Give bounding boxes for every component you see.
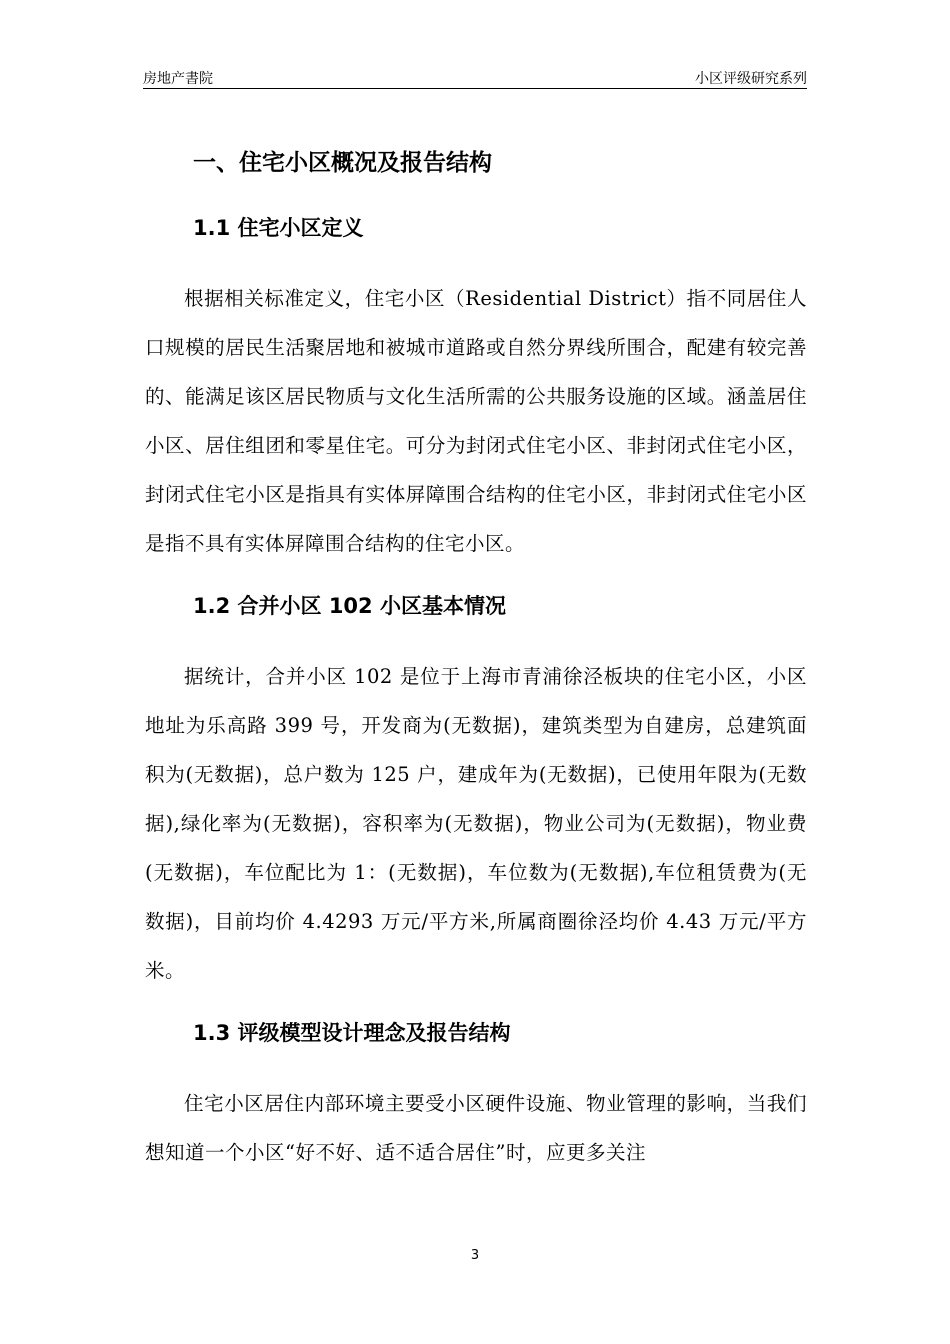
page-header: [143, 66, 807, 89]
paragraph-definition: 根据相关标准定义，住宅小区（Residential District）指不同居住人口规模的居民生活聚居地和被城市道路或自然分界线所围合，配建有较完善的、能满足该区居民物质与文化生活所需的公共服务设施的区域。涵盖居住小区、居住组团和零星住宅。可分为封闭式住宅小区、非封闭式住宅小区，封闭式住宅小区是指具有实体屏障围合结构的住宅小区，非封闭式住宅小区是指不具有实体屏障围合结构的住宅小区。: [145, 287, 807, 555]
subsection-title-rating-model: 1.3 评级模型设计理念及报告结构: [193, 1021, 511, 1045]
header-publisher: 房地产書院: [143, 71, 213, 87]
paragraph-rating-model: 住宅小区居住内部环境主要受小区硬件设施、物业管理的影响，当我们想知道一个小区“好不好、适不适合居住”时，应更多关注: [145, 1092, 807, 1164]
paragraph-basic-info: 据统计，合并小区 102 是位于上海市青浦徐泾板块的住宅小区，小区地址为乐高路 399 号，开发商为(无数据)，建筑类型为自建房，总建筑面积为(无数据)，总户数为 125 户，建成年为(无数据)，已使用年限为(无数据),绿化率为(无数据)，容积率为(无数据)，物业公司为(无数据)，物业费(无数据)，车位配比为 1：(无数据)，车位数为(无数据),车位租赁费为(无数据)，目前均价 4.4293 万元/平方米,所属商圈徐泾均价 4.43 万元/平方米。: [145, 665, 807, 982]
page-number: 3: [470, 1248, 480, 1263]
subsection-title-basic-info: 1.2 合并小区 102 小区基本情况: [193, 594, 506, 618]
header-series-title: 小区评级研究系列: [695, 71, 807, 87]
section-title: 一、住宅小区概况及报告结构: [193, 150, 492, 176]
document-body: [145, 142, 807, 1195]
subsection-title-definition: 1.1 住宅小区定义: [193, 216, 364, 240]
